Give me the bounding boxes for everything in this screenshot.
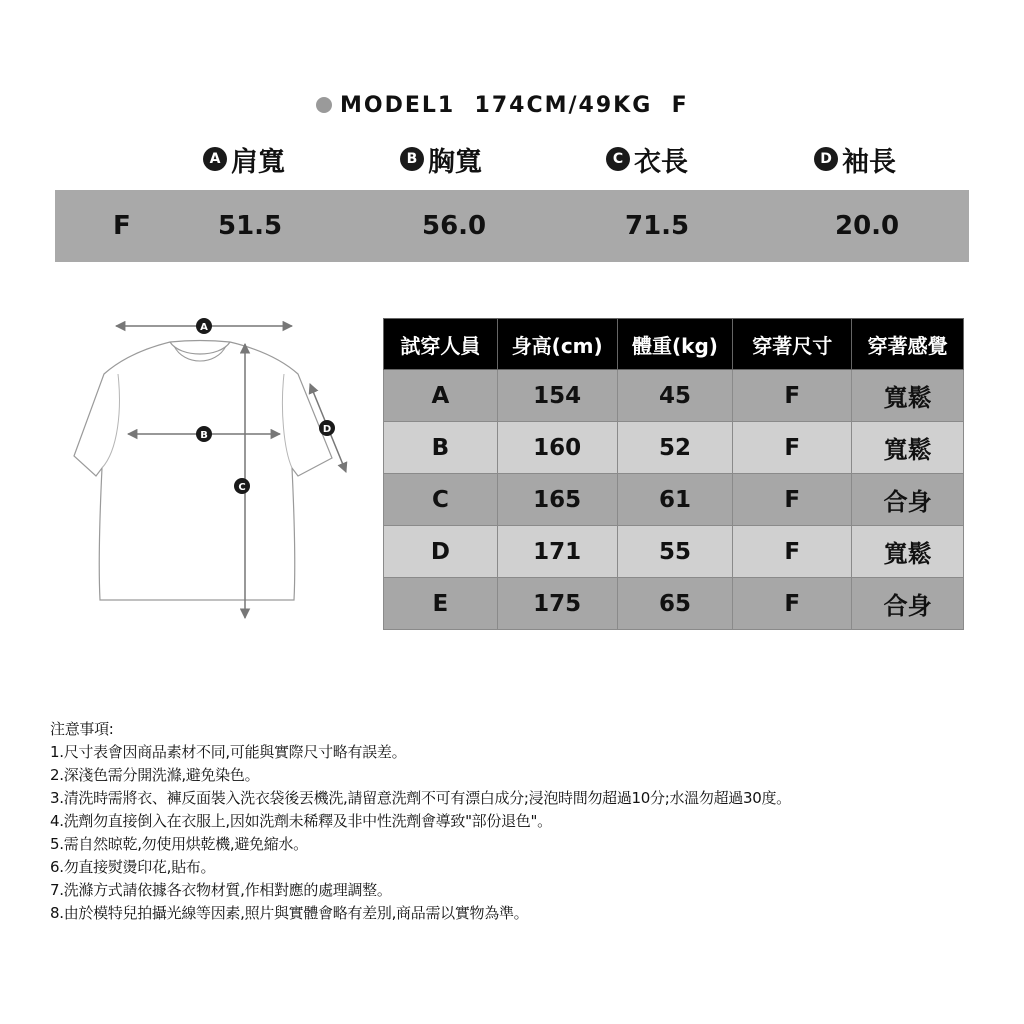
table-row	[384, 474, 964, 526]
circle-letter-c-icon: C	[606, 147, 630, 171]
column-header-tester: 試穿人員	[384, 319, 498, 370]
weight-cell: 52	[617, 422, 733, 474]
size-cell: F	[733, 526, 852, 578]
column-header-weight: 體重(kg)	[617, 319, 733, 370]
fit-table	[383, 318, 964, 630]
fit-cell: 寬鬆	[852, 422, 964, 474]
header-label: 衣長	[634, 146, 688, 178]
weight-cell: 55	[617, 526, 733, 578]
circle-letter-d-icon: D	[814, 147, 838, 171]
model-info	[316, 88, 689, 122]
column-header-size: 穿著尺寸	[733, 319, 852, 370]
size-label: F	[113, 211, 131, 241]
bullet-dot-icon	[316, 97, 332, 113]
weight-cell: 65	[617, 578, 733, 630]
diagram-label-b: B	[200, 430, 208, 441]
note-item: 6.勿直接熨燙印花,貼布。	[50, 858, 216, 876]
tester-cell: D	[384, 526, 498, 578]
header-sleeve-length	[814, 140, 896, 178]
note-item: 8.由於模特兒拍攝光線等因素,照片與實體會略有差別,商品需以實物為準。	[50, 904, 529, 922]
length-value: 71.5	[625, 211, 690, 241]
size-cell: F	[733, 422, 852, 474]
note-item: 7.洗滌方式請依據各衣物材質,作相對應的處理調整。	[50, 881, 392, 899]
note-item: 2.深淺色需分開洗滌,避免染色。	[50, 766, 260, 784]
care-notes	[50, 718, 1010, 925]
size-cell: F	[733, 370, 852, 422]
height-cell: 165	[497, 474, 617, 526]
fit-cell: 寬鬆	[852, 526, 964, 578]
size-cell: F	[733, 474, 852, 526]
table-row	[384, 422, 964, 474]
header-length	[606, 140, 688, 178]
note-item: 4.洗劑勿直接倒入在衣服上,因如洗劑未稀釋及非中性洗劑會導致"部份退色"。	[50, 812, 552, 830]
column-header-height: 身高(cm)	[497, 319, 617, 370]
shoulder-width-value: 51.5	[218, 211, 283, 241]
fit-cell: 寬鬆	[852, 370, 964, 422]
header-label: 肩寬	[231, 146, 285, 178]
note-item: 3.清洗時需將衣、褲反面裝入洗衣袋後丟機洗,請留意洗劑不可有漂白成分;浸泡時間勿超過10分;水溫勿超過30度。	[50, 789, 791, 807]
diagram-label-c: C	[238, 482, 246, 493]
diagram-label-d: D	[322, 424, 332, 435]
column-header-fit: 穿著感覺	[852, 319, 964, 370]
fit-cell: 合身	[852, 578, 964, 630]
height-cell: 160	[497, 422, 617, 474]
table-row	[384, 526, 964, 578]
tester-cell: E	[384, 578, 498, 630]
size-values-bar	[55, 190, 969, 262]
fit-cell: 合身	[852, 474, 964, 526]
size-cell: F	[733, 578, 852, 630]
table-row	[384, 578, 964, 630]
tester-cell: A	[384, 370, 498, 422]
note-item: 1.尺寸表會因商品素材不同,可能與實際尺寸略有誤差。	[50, 743, 407, 761]
header-chest-width	[400, 140, 482, 178]
sleeve-length-value: 20.0	[835, 211, 900, 241]
header-label: 袖長	[842, 146, 896, 178]
height-cell: 171	[497, 526, 617, 578]
circle-letter-b-icon: B	[400, 147, 424, 171]
weight-cell: 45	[617, 370, 733, 422]
tester-cell: B	[384, 422, 498, 474]
model-info-text: MODEL1 174CM/49KG F	[340, 92, 689, 118]
tshirt-outline	[74, 341, 332, 601]
table-row	[384, 370, 964, 422]
circle-letter-a-icon: A	[203, 147, 227, 171]
notes-title: 注意事項:	[50, 720, 114, 738]
tester-cell: C	[384, 474, 498, 526]
header-shoulder-width	[203, 140, 285, 178]
note-item: 5.需自然晾乾,勿使用烘乾機,避免縮水。	[50, 835, 308, 853]
header-label: 胸寬	[428, 146, 482, 178]
height-cell: 175	[497, 578, 617, 630]
weight-cell: 61	[617, 474, 733, 526]
fit-table-header-row	[384, 319, 964, 370]
tshirt-measurement-diagram	[60, 300, 370, 640]
chest-width-value: 56.0	[422, 211, 487, 241]
height-cell: 154	[497, 370, 617, 422]
diagram-label-a: A	[200, 322, 208, 333]
